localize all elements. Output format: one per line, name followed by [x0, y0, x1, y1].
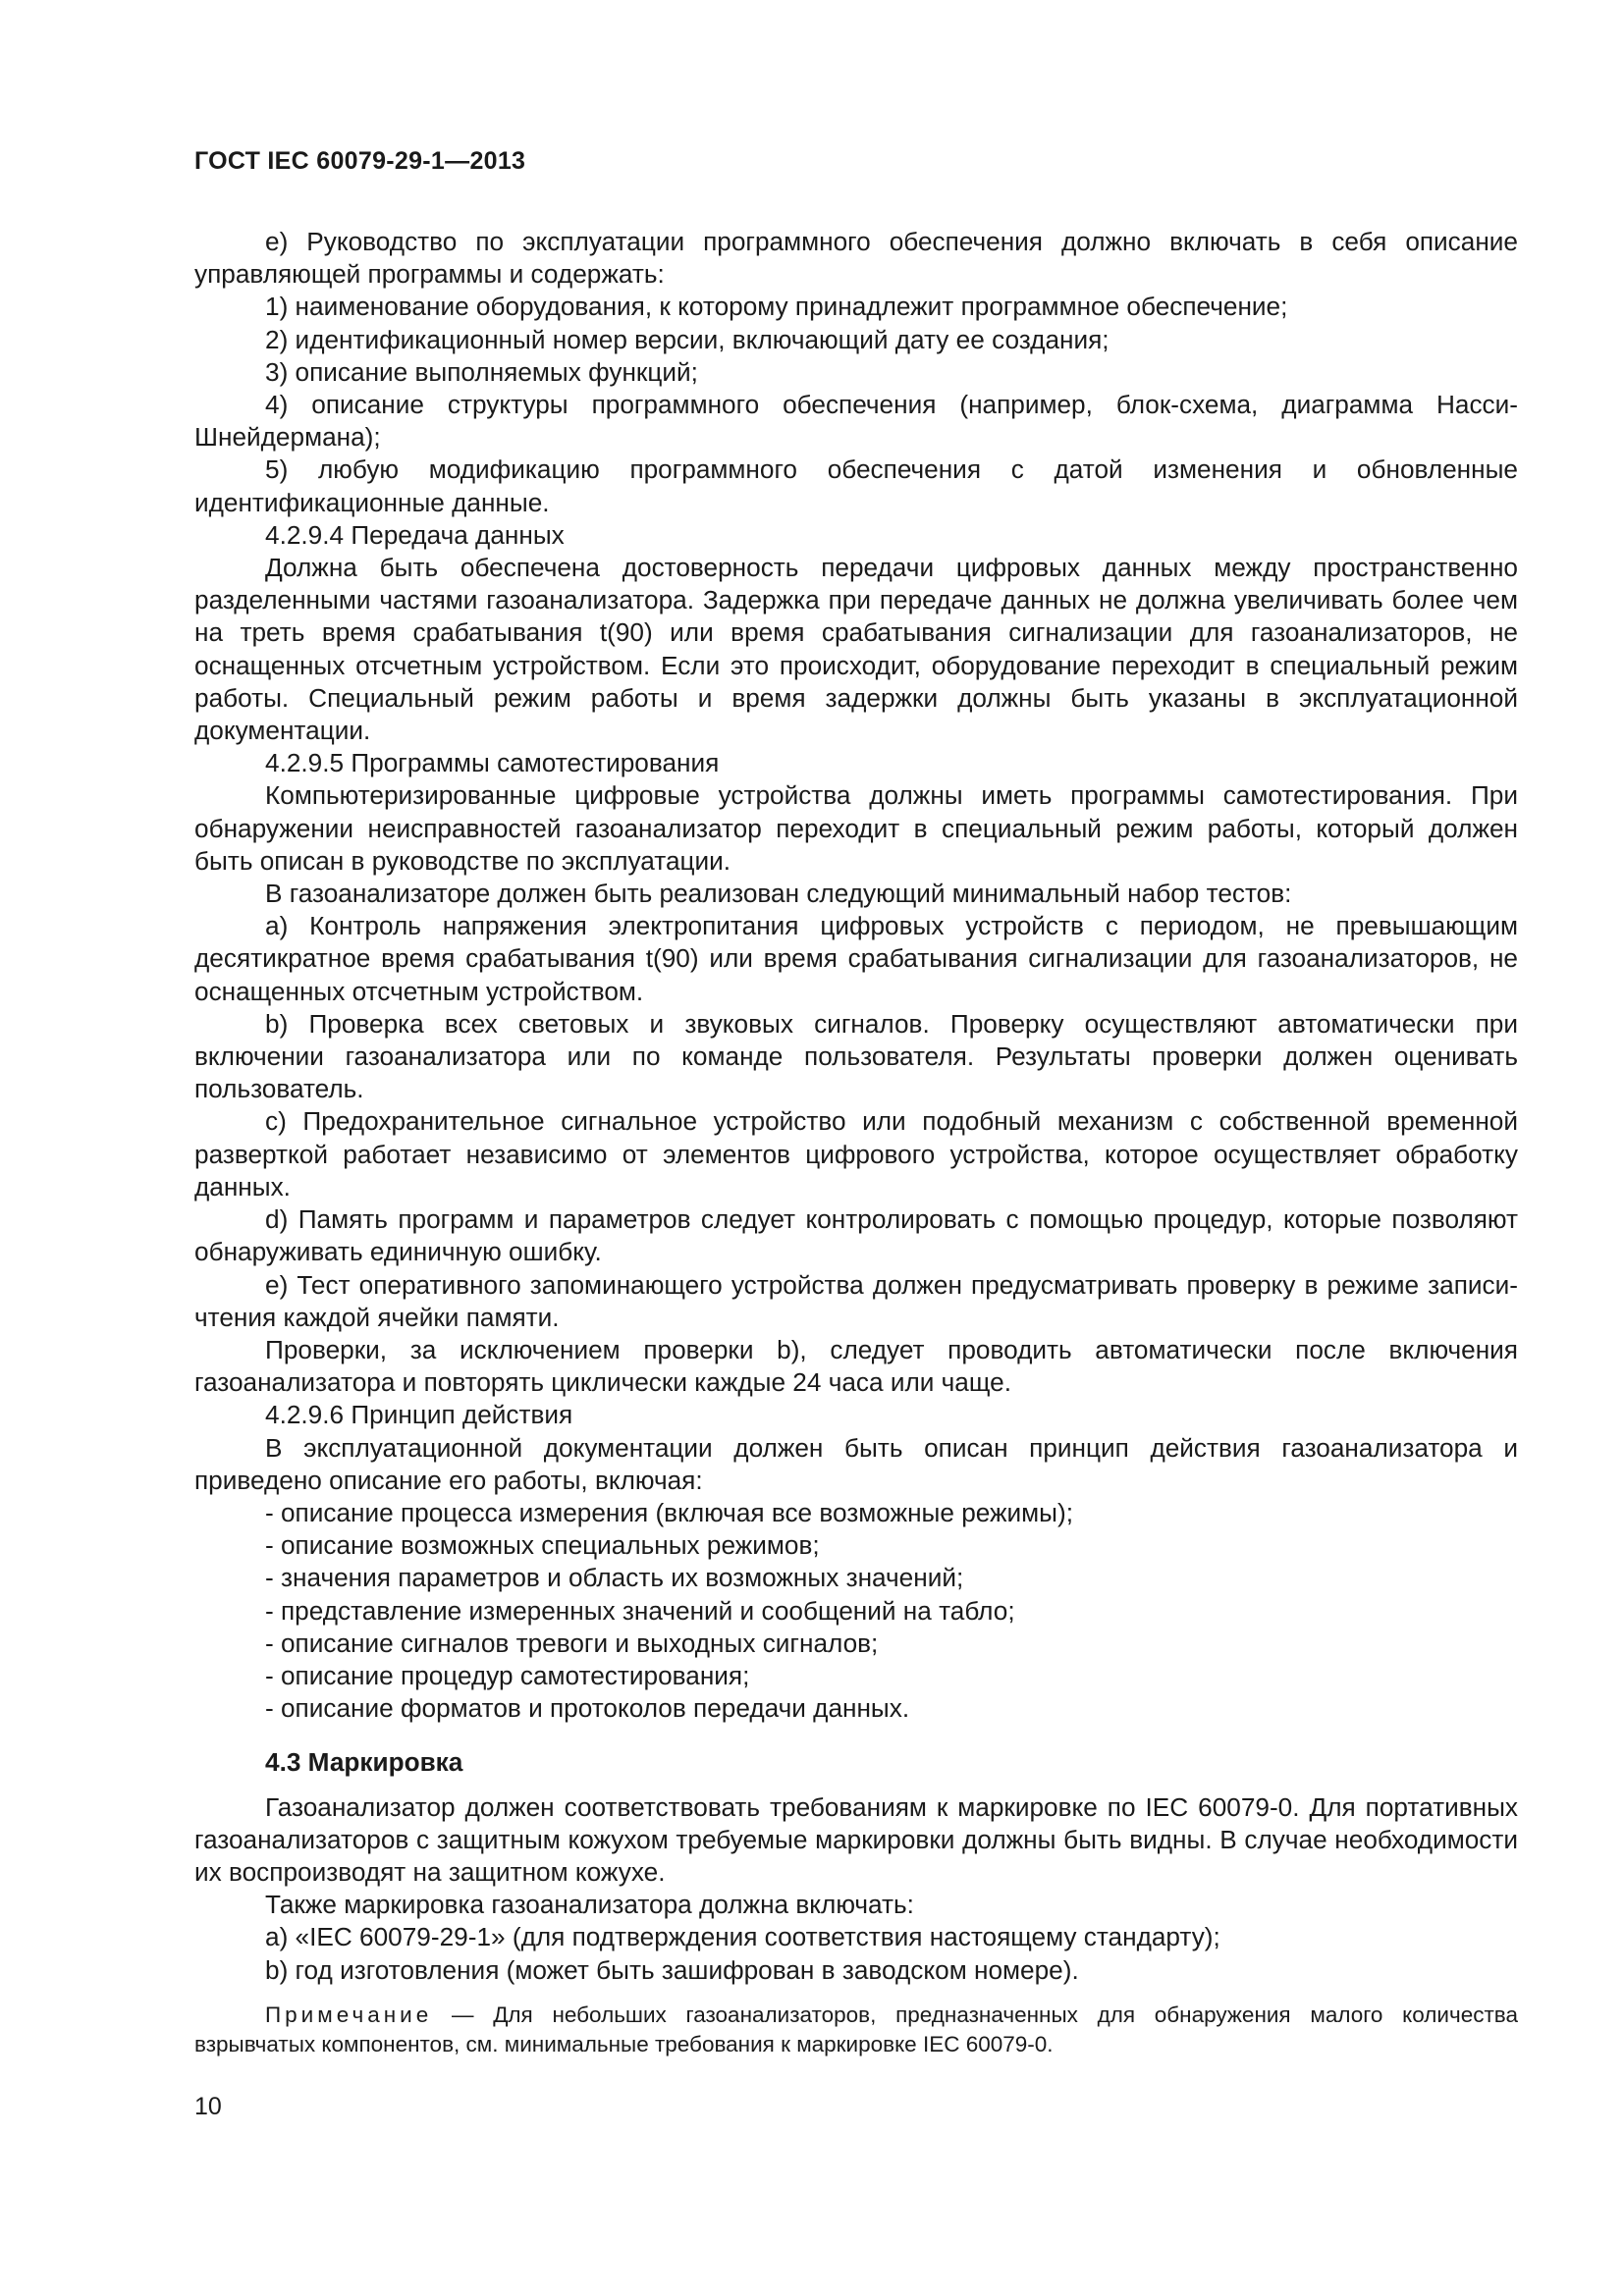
- paragraph-43b: Также маркировка газоанализатора должна включать:: [265, 1890, 914, 1920]
- marking-item: b) год изготовления (может быть зашифрован в заводском номере).: [265, 1954, 1079, 1985]
- test-item: c) Предохранительное сигнальное устройство или подобный механизм с собственной временной разверткой работает независимо от элементов цифрового устройства, которое осуществляет обработку данных.: [194, 1106, 1518, 1201]
- list-item: - описание процесса измерения (включая все возможные режимы);: [265, 1497, 1074, 1527]
- paragraph-4296: В эксплуатационной документации должен быть описан принцип действия газоанализатора и приведено описание его работы, включая:: [194, 1432, 1518, 1495]
- list-item: - описание возможных специальных режимов;: [265, 1530, 820, 1561]
- paragraph-e: e) Руководство по эксплуатации программного обеспечения должно включать в себя описание управляющей программы и содержать:: [194, 227, 1518, 290]
- page-number: 10: [194, 2093, 222, 2120]
- note-text: — Для небольших газоанализаторов, предназначенных для обнаружения малого количества взрывчатых компонентов, см. минимальные требования к маркировке IEC 60079-0.: [194, 2002, 1518, 2056]
- section-heading-43: 4.3 Маркировка: [265, 1747, 463, 1778]
- paragraph-4295b: В газоанализаторе должен быть реализован следующий минимальный набор тестов:: [265, 879, 1292, 909]
- document-header: ГОСТ IEC 60079-29-1—2013: [194, 147, 526, 175]
- section-spacer: [194, 1780, 1518, 1791]
- test-item: a) Контроль напряжения электропитания цифровых устройств с периодом, не превышающим десятикратное время срабатывания t(90) или время срабатывания сигнализации для газоанализаторов, не оснащенных отсчетным устройством.: [194, 911, 1518, 1006]
- note: [194, 2001, 1518, 2059]
- list-item: - описание процедур самотестирования;: [265, 1660, 750, 1690]
- subsection-heading-4296: 4.2.9.6 Принцип действия: [265, 1400, 573, 1430]
- list-item: - описание форматов и протоколов передачи данных.: [265, 1693, 910, 1724]
- list-item: 1) наименование оборудования, к которому принадлежит программное обеспечение;: [265, 292, 1288, 322]
- list-item: 4) описание структуры программного обеспечения (например, блок-схема, диаграмма Насси-Шнейдермана);: [194, 390, 1518, 453]
- paragraph-4295c: Проверки, за исключением проверки b), следует проводить автоматически после включения газоанализатора и повторять циклически каждые 24 часа или чаще.: [194, 1334, 1518, 1398]
- list-item: 2) идентификационный номер версии, включающий дату ее создания;: [265, 324, 1110, 354]
- paragraph-4295a: Компьютеризированные цифровые устройства должны иметь программы самотестирования. При обнаружении неисправностей газоанализатор переходит в специальный режим работы, который должен быть описан в руководстве по эксплуатации.: [194, 780, 1518, 876]
- list-item: - описание сигналов тревоги и выходных сигналов;: [265, 1628, 879, 1658]
- marking-item: a) «IEC 60079-29-1» (для подтверждения соответствия настоящему стандарту);: [265, 1922, 1220, 1952]
- test-item: b) Проверка всех световых и звуковых сигналов. Проверку осуществляют автоматически при включении газоанализатора или по команде пользователя. Результаты проверки должен оценивать пользователь.: [194, 1008, 1519, 1104]
- subsection-heading-4294: 4.2.9.4 Передача данных: [265, 519, 565, 550]
- list-item: 5) любую модификацию программного обеспечения с датой изменения и обновленные идентификационные данные.: [194, 454, 1518, 517]
- list-item: 3) описание выполняемых функций;: [265, 356, 698, 387]
- paragraph-43a: Газоанализатор должен соответствовать требованиям к маркировке по IEC 60079-0. Для портативных газоанализаторов с защитным кожухом требуемые маркировки должны быть видны. В случае необходимости их воспроизводят на защитном кожухе.: [194, 1791, 1518, 1887]
- note-label: Примечание: [265, 2002, 433, 2027]
- test-item: e) Тест оперативного запоминающего устройства должен предусматривать проверку в режиме записи-чтения каждой ячейки памяти.: [194, 1269, 1518, 1332]
- document-body: [194, 226, 1518, 2059]
- list-item: - представление измеренных значений и сообщений на табло;: [265, 1595, 1015, 1626]
- test-item: d) Память программ и параметров следует контролировать с помощью процедур, которые позволяют обнаруживать единичную ошибку.: [194, 1204, 1518, 1267]
- subsection-heading-4295: 4.2.9.5 Программы самотестирования: [265, 748, 720, 778]
- paragraph-4294: Должна быть обеспечена достоверность передачи цифровых данных между пространственно разделенными частями газоанализатора. Задержка при передаче данных не должна увеличивать более чем на треть время срабатывания t(90) или время срабатывания сигнализации для газоанализаторов, не оснащенных отсчетным устройством. Если это происходит, оборудование переходит в специальный режим работы. Специальный режим работы и время задержки должны быть указаны в эксплуатационной документации.: [194, 553, 1518, 746]
- list-item: - значения параметров и область их возможных значений;: [265, 1563, 964, 1593]
